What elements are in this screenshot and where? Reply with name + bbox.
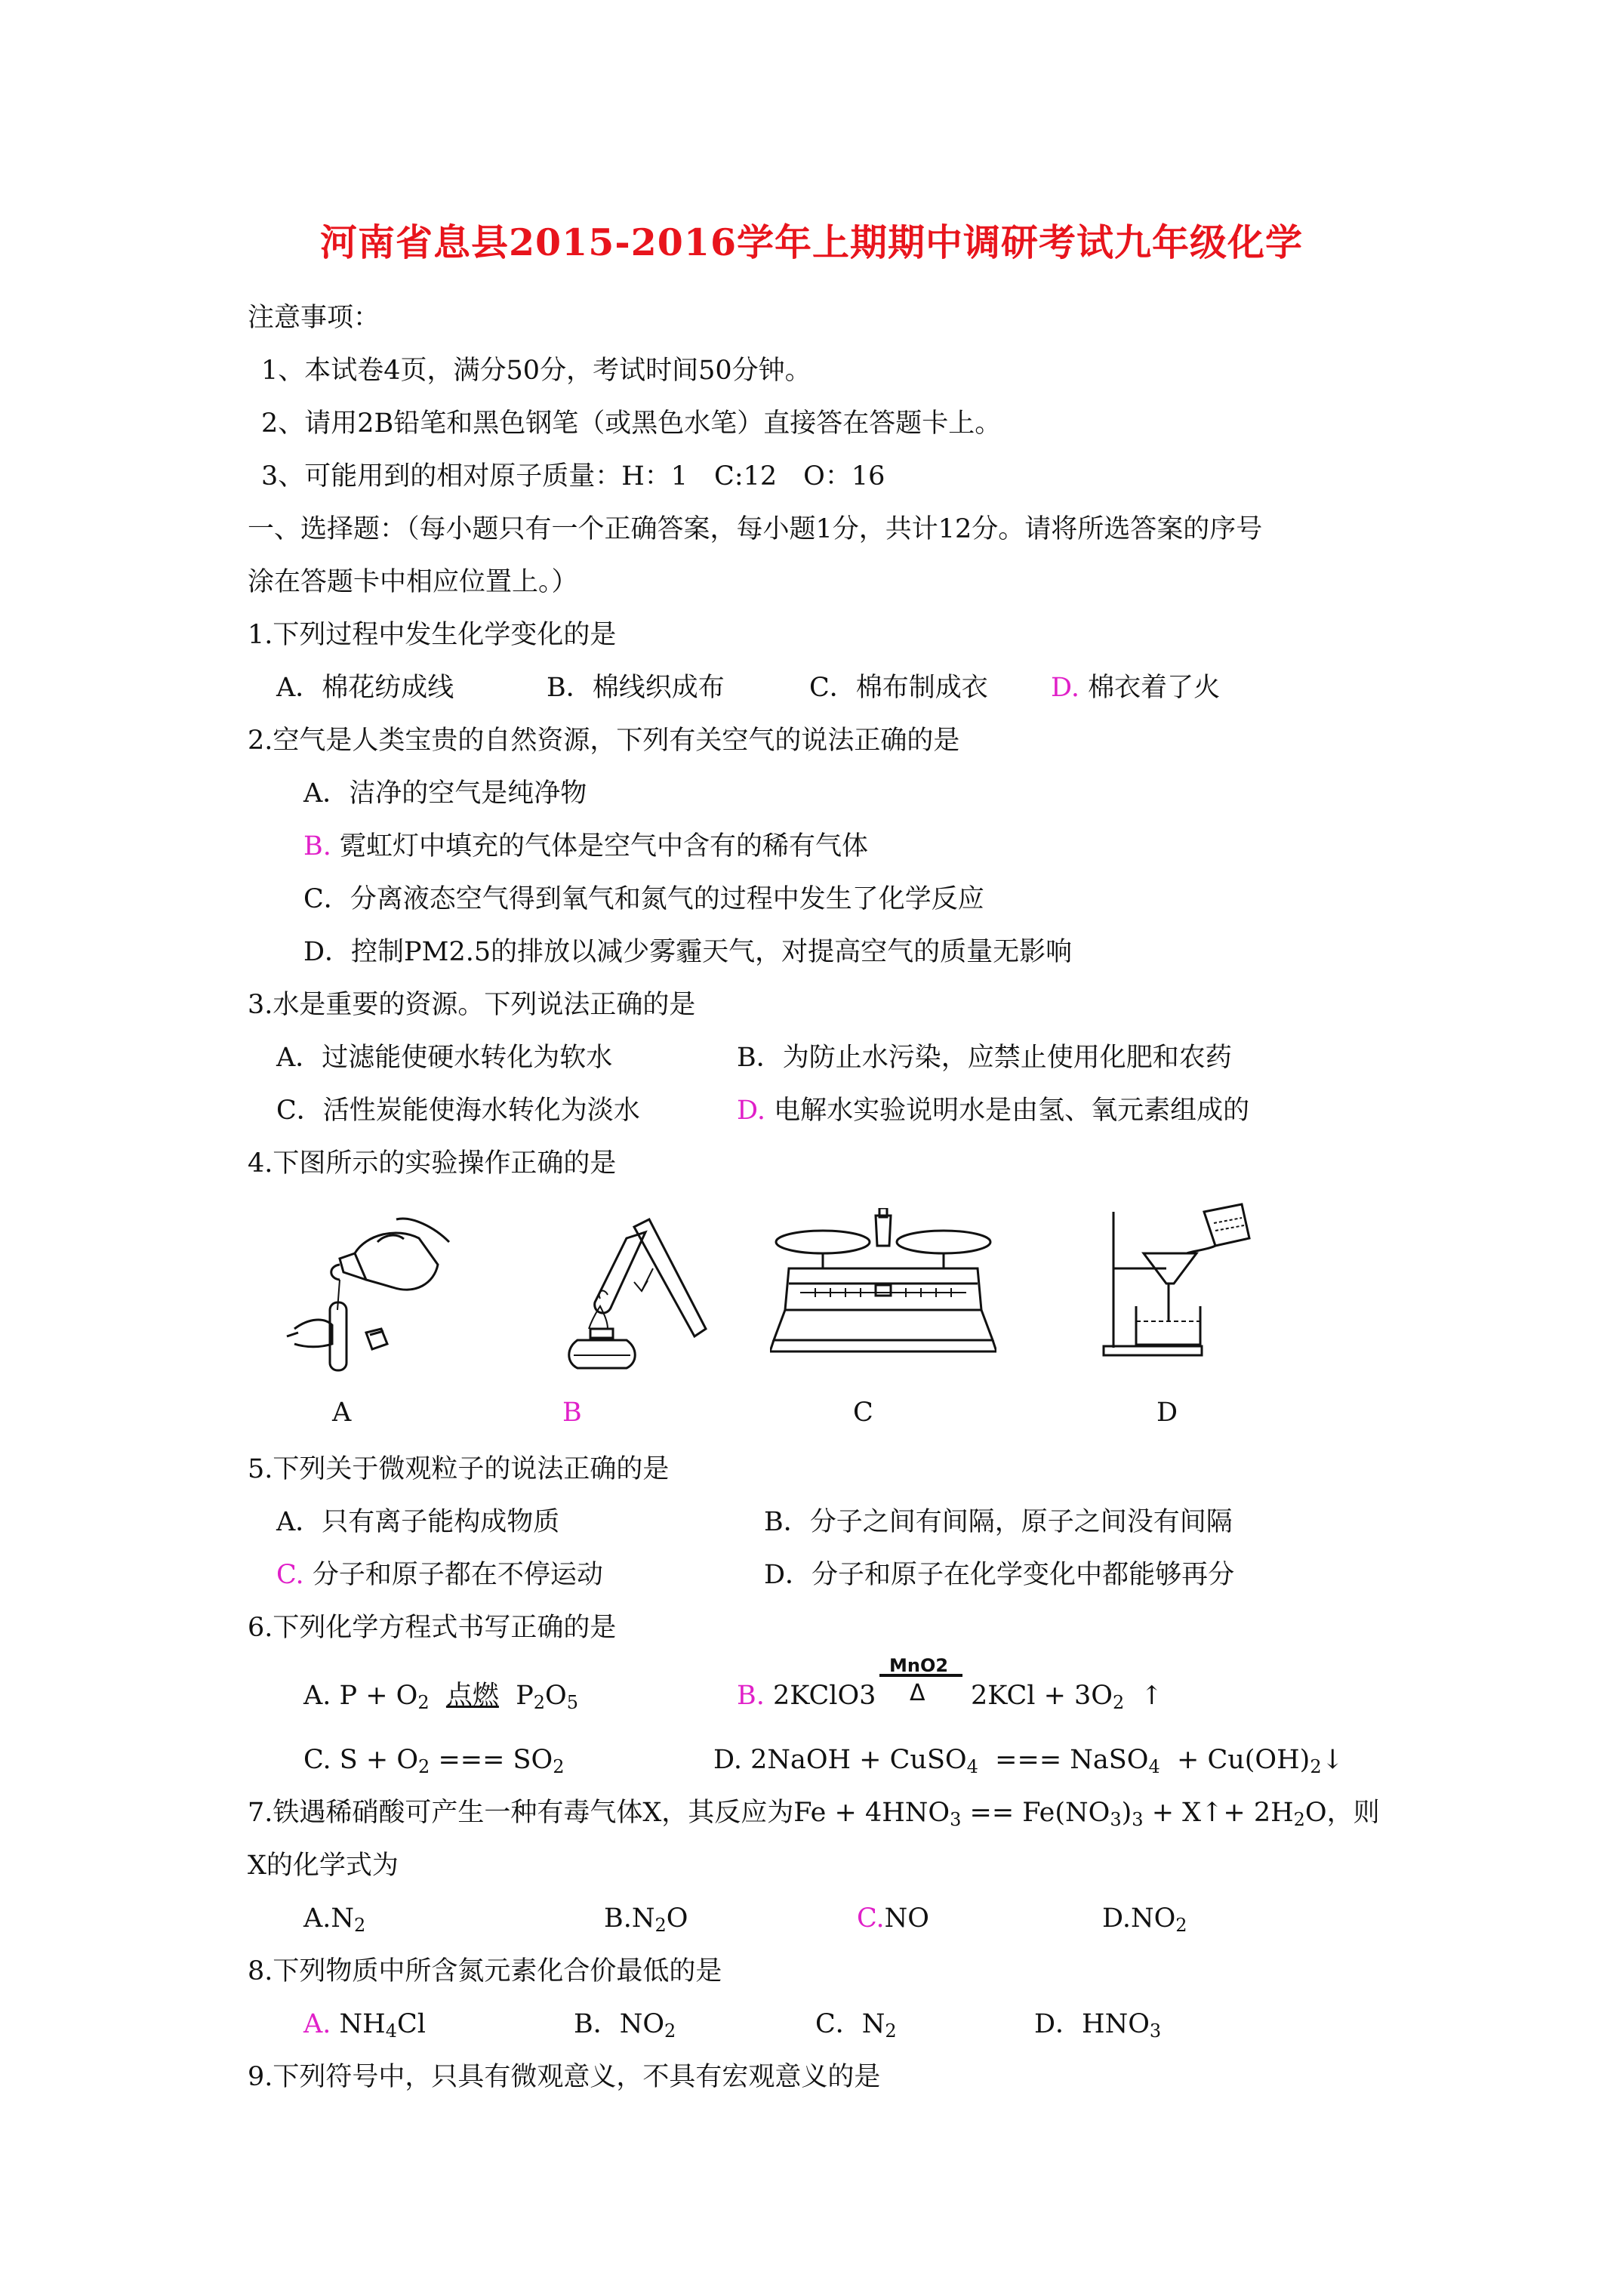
- q7-option-c: C.NO: [857, 1903, 929, 1934]
- q8-answer-letter: A.: [303, 2009, 331, 2039]
- q2-option-b: B. 霓虹灯中填充的气体是空气中含有的稀有气体: [303, 831, 869, 861]
- q6-b-catalyst: MnO2: [889, 1655, 949, 1676]
- q6-option-c: C. $S + O_2$ === $SO_2$: [303, 1745, 565, 1777]
- q3-option-c: C．活性炭能使海水转化为淡水: [276, 1096, 640, 1126]
- q6-option-a: A. $P + O_2$ 点燃 $P_2O_5$: [303, 1681, 579, 1713]
- figure-b-label: B: [562, 1398, 582, 1428]
- q2-option-d: D．控制PM2.5的排放以减少雾霾天气，对提高空气的质量无影响: [303, 937, 1073, 967]
- q7-stem-cont: X的化学式为: [248, 1851, 399, 1881]
- q3-option-a: A．过滤能使硬水转化为软水: [276, 1043, 613, 1073]
- q6-a-condition: 点燃: [445, 1681, 499, 1711]
- figure-c-label: C: [853, 1398, 873, 1428]
- q1-option-a: A．棉花纺成线: [276, 673, 454, 703]
- q8-stem: 8.下列物质中所含氮元素化合价最低的是: [248, 1956, 722, 1986]
- q6-answer-letter: B.: [737, 1681, 765, 1711]
- q2-answer-letter: B.: [303, 831, 331, 861]
- q3-option-b: B．为防止水污染，应禁止使用化肥和农药: [737, 1043, 1232, 1073]
- q3-option-d: D. 电解水实验说明水是由氢、氧元素组成的: [737, 1096, 1250, 1126]
- q1-option-d: D. 棉衣着了火: [1051, 673, 1221, 703]
- notice-heading: 注意事项：: [248, 303, 380, 333]
- q2-option-a: A．洁净的空气是纯净物: [303, 778, 587, 809]
- q5-stem: 5.下列关于微观粒子的说法正确的是: [248, 1454, 670, 1484]
- q5-option-c: C. 分子和原子都在不停运动: [276, 1560, 603, 1590]
- q8-option-c: C．$N_2$: [815, 2009, 897, 2042]
- q7-option-d: $D.NO_2$: [1102, 1903, 1187, 1936]
- q7-stem: 7.铁遇稀硝酸可产生一种有毒气体X，其反应为$Fe + 4HNO_3 == Fe(NO_3)_3$ + X↑+ $2H_2O$，则: [248, 1798, 1380, 1830]
- q3-stem: 3.水是重要的资源。下列说法正确的是: [248, 990, 696, 1020]
- q1-stem: 1.下列过程中发生化学变化的是: [248, 620, 617, 650]
- q7-option-b: $B.N_2O$: [604, 1903, 688, 1936]
- q5-answer-letter: C.: [276, 1560, 304, 1590]
- notice-item-2: 2、请用2B铅笔和黑色钢笔（或黑色水笔）直接答在答题卡上。: [261, 408, 1002, 439]
- q9-stem: 9.下列符号中，只具有微观意义，不具有宏观意义的是: [248, 2062, 881, 2092]
- q5-option-b: B．分子之间有间隔，原子之间没有间隔: [764, 1507, 1233, 1537]
- notice-item-3: 3、可能用到的相对原子质量：H：1 C:12 O：16: [261, 461, 885, 492]
- q8-option-d: D．$HNO_3$: [1034, 2009, 1162, 2042]
- figure-d-label: D: [1156, 1398, 1178, 1428]
- q6-stem: 6.下列化学方程式书写正确的是: [248, 1613, 617, 1643]
- q6-option-b-products: $2KCl + 3O_2$ ↑: [971, 1681, 1163, 1713]
- q5-option-d: D．分子和原子在化学变化中都能够再分: [764, 1560, 1235, 1590]
- q1-option-c: C．棉布制成衣: [809, 673, 988, 703]
- figure-a-pouring-liquid: [283, 1212, 457, 1374]
- q6-option-d: D. 2NaOH + CuSO$_4$ === NaSO$_4$ + $Cu(OH)_2↓$: [713, 1745, 1344, 1777]
- q7-answer-letter: C.: [857, 1903, 885, 1934]
- q2-stem: 2.空气是人类宝贵的自然资源，下列有关空气的说法正确的是: [248, 726, 960, 756]
- figure-b-heating-test-tube: [536, 1216, 710, 1374]
- q7-option-a: $A.N_2$: [303, 1903, 366, 1936]
- q5-option-a: A．只有离子能构成物质: [276, 1507, 560, 1537]
- figure-d-filtration: [1102, 1197, 1253, 1359]
- exam-title: 河南省息县2015-2016学年上期期中调研考试九年级化学: [319, 220, 1304, 264]
- q1-option-b: B．棉线织成布: [547, 673, 725, 703]
- section-1-heading: 一、选择题：（每小题只有一个正确答案，每小题1分，共计12分。请将所选答案的序号: [248, 514, 1263, 544]
- section-1-heading-cont: 涂在答题卡中相应位置上。）: [248, 567, 578, 597]
- q8-option-a: A. $NH_4Cl$: [303, 2009, 426, 2042]
- q6-b-heat-symbol: Δ: [910, 1680, 925, 1706]
- q3-answer-letter: D.: [737, 1096, 765, 1126]
- notice-item-1: 1、本试卷4页，满分50分，考试时间50分钟。: [261, 356, 812, 386]
- q2-option-c: C．分离液态空气得到氧气和氮气的过程中发生了化学反应: [303, 884, 984, 914]
- figure-c-balance: [770, 1208, 996, 1359]
- q1-answer-letter: D.: [1051, 673, 1079, 703]
- q6-option-b: B. 2KClO3: [737, 1681, 876, 1711]
- figure-a-label: A: [332, 1398, 352, 1428]
- q8-option-b: B．$NO_2$: [574, 2009, 676, 2042]
- q4-stem: 4.下图所示的实验操作正确的是: [248, 1148, 617, 1179]
